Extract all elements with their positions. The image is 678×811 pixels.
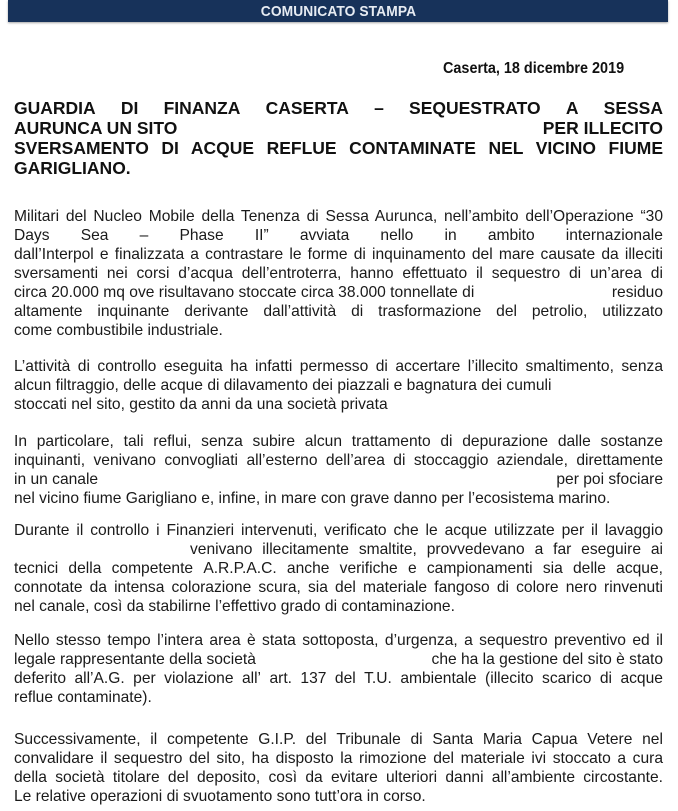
text-segment: Days (14, 227, 50, 244)
text-segment: sostanze (600, 433, 663, 450)
text-segment: internazionale (565, 227, 663, 244)
text-segment: FINANZA (163, 98, 241, 118)
text-segment: – (374, 98, 384, 118)
text-segment: come combustibile industriale. (14, 322, 223, 339)
paragraph-line (14, 749, 663, 768)
text-segment: del (305, 731, 327, 748)
text-segment: depurazione (462, 433, 549, 450)
text-segment: nel vicino fiume Garigliano e, infine, in mare con grave danno per l’ecosistema marino. (14, 490, 611, 507)
text-segment: SEQUESTRATO (409, 98, 541, 118)
paragraph-line (14, 376, 663, 395)
text-segment: inquinanti, venivano convogliati all’esterno dell’area di stoccaggio aziendale, direttamente (14, 452, 663, 469)
paragraph-line (14, 357, 663, 376)
text-segment: effettuato (402, 265, 468, 282)
text-segment: il (475, 265, 483, 282)
text-segment: Militari del Nucleo Mobile della Tenenza di Sessa Aurunca, nell’ambito dell’Operazione “30 (14, 208, 663, 225)
text-segment: Santa (432, 731, 474, 748)
text-segment: GARIGLIANO. (14, 158, 131, 178)
text-segment: CASERTA (265, 98, 349, 118)
text-segment: il (150, 731, 158, 748)
text-segment: Sea (80, 227, 109, 244)
paragraph-line (14, 650, 663, 669)
text-segment: SESSA (603, 98, 663, 118)
paragraph-line (14, 451, 663, 470)
text-segment: a (534, 541, 544, 558)
text-segment: Maria (482, 731, 522, 748)
paragraph-line (14, 597, 663, 616)
paragraph-line (14, 521, 663, 540)
text-segment: acque, (616, 560, 663, 577)
text-segment: del (334, 670, 356, 687)
text-segment: competente (166, 731, 249, 748)
text-segment: petrolio, (531, 303, 588, 320)
text-segment: Phase (179, 227, 224, 244)
text-segment: utilizzato (602, 303, 663, 320)
text-segment: in (444, 227, 457, 244)
text-segment: 137 (300, 670, 327, 687)
text-segment: di (351, 303, 364, 320)
paragraph-line (14, 489, 663, 508)
text-segment: verifiche (339, 560, 398, 577)
paragraph-line (14, 207, 663, 226)
text-segment: all’ (241, 670, 262, 687)
text-segment: per poi sfociare (556, 471, 663, 488)
paragraph-line (14, 768, 663, 787)
paragraph-line (190, 540, 663, 559)
text-segment: dell’entroterra, (241, 265, 342, 282)
text-segment: che ha la gestione del sito è stato (431, 651, 663, 668)
text-segment: subire (252, 433, 296, 450)
press-release-banner (8, 0, 668, 22)
text-segment: dall’attività (263, 303, 337, 320)
text-segment: legale rappresentante della società (14, 651, 256, 668)
text-segment: inquinante (97, 303, 170, 320)
text-segment: trasformazione (378, 303, 482, 320)
text-segment: G.I.P. (258, 731, 297, 748)
title-line (14, 138, 663, 158)
text-segment: violazione (164, 670, 234, 687)
text-segment: ambito (487, 227, 535, 244)
text-segment: II” (254, 227, 269, 244)
text-segment: illecitamente (262, 541, 349, 558)
text-segment: di (440, 433, 453, 450)
title-line (14, 98, 663, 118)
text-segment: stoccati nel sito, gestito da anni da una società privata (14, 396, 388, 413)
text-segment: Le relative operazioni di svuotamento sono tutt’ora in corso. (14, 788, 426, 805)
text-segment: alcun (304, 433, 343, 450)
paragraph-line (14, 559, 663, 578)
text-segment: altamente (14, 303, 83, 320)
paragraph-line (14, 787, 663, 806)
text-segment: derivante (184, 303, 249, 320)
text-segment: sia (542, 560, 563, 577)
text-segment: acque (620, 670, 663, 687)
text-segment: AURUNCA UN SITO (14, 118, 178, 138)
text-segment: deferito (14, 670, 67, 687)
text-segment: avviata (299, 227, 350, 244)
paragraph-line (14, 470, 663, 489)
paragraph-line (14, 395, 663, 414)
paragraph-line (14, 432, 663, 451)
text-segment: SVERSAMENTO DI ACQUE REFLUE CONTAMINATE NEL VICINO FIUME (14, 138, 663, 158)
text-segment: Capua (531, 731, 578, 748)
paragraph-line (14, 264, 663, 283)
text-segment: di (568, 265, 582, 282)
text-segment: convalidare il sequestro del sito, ha disposto la rimozione del materiale ivi stoccato a cura (14, 750, 663, 767)
text-segment: – (139, 227, 149, 244)
paragraph-line (14, 688, 663, 707)
text-segment: nel (642, 731, 663, 748)
banner-title: COMUNICATO STAMPA (260, 2, 416, 20)
paragraph-line (14, 302, 663, 321)
text-segment: senza (201, 433, 243, 450)
text-segment: nello (380, 227, 414, 244)
text-segment: reflue contaminate). (14, 689, 152, 706)
text-segment: art. (269, 670, 292, 687)
text-segment: del (496, 303, 517, 320)
text-segment: della società titolare del deposito, così da evitare ulteriori danni all’ambiente circostante. (14, 769, 663, 786)
text-segment: scarico (542, 670, 592, 687)
text-segment: A (565, 98, 579, 118)
paragraph-line (14, 321, 663, 340)
text-segment: connotate da intensa colorazione scura, sia del materiale fangoso di colore nero rinvenuti (14, 579, 663, 596)
text-segment: Successivamente, (14, 731, 141, 748)
text-segment: nel canale, così da stabilirne l’effettivo grado di contaminazione. (14, 598, 455, 615)
paragraph-line (14, 669, 663, 688)
text-segment: e (407, 560, 417, 577)
text-segment: sequestro (491, 265, 561, 282)
text-segment: dalle (557, 433, 591, 450)
paragraph-line (14, 578, 663, 597)
paragraph-line (14, 283, 663, 302)
text-segment: particolare, (36, 433, 114, 450)
text-segment: L’attività di controllo eseguita ha infatti permesso di accertare l’illecito smaltimento, senza (14, 358, 663, 375)
text-segment: tali (123, 433, 144, 450)
text-segment: circa 20.000 mq ove risultavano stoccate circa 38.000 tonnellate di (14, 284, 475, 301)
text-segment: di (599, 670, 612, 687)
text-segment: delle (572, 560, 606, 577)
text-segment: A.R.P.A.C. (203, 560, 277, 577)
text-segment: eseguire (581, 541, 641, 558)
title-line (14, 158, 663, 178)
text-segment: tecnici (14, 560, 59, 577)
text-segment: di (650, 265, 663, 282)
text-segment: hanno (350, 265, 394, 282)
text-segment: d’acqua (178, 265, 233, 282)
text-segment: un’area (589, 265, 642, 282)
text-segment: Durante il controllo i Finanzieri intervenuti, verificato che le acque utilizzate per il lavaggio (14, 522, 663, 539)
text-segment: venivano (190, 541, 253, 558)
text-segment: campionamenti (426, 560, 533, 577)
paragraph-line (14, 226, 663, 245)
text-segment: corsi (136, 265, 170, 282)
text-segment: anche (286, 560, 330, 577)
text-segment: T.U. (364, 670, 392, 687)
text-segment: competente (111, 560, 194, 577)
paragraph-line (14, 631, 663, 650)
text-segment: reflui, (153, 433, 192, 450)
text-segment: (illecito (485, 670, 534, 687)
text-segment: Nello stesso tempo l’intera area è stata sottoposta, d’urgenza, a sequestro preventivo ed il (14, 632, 663, 649)
text-segment: ai (650, 541, 663, 558)
text-segment: provvedevano (426, 541, 525, 558)
text-segment: in un canale (14, 471, 99, 488)
text-segment: DI (120, 98, 139, 118)
date-line: Caserta, 18 dicembre 2019 (443, 60, 625, 77)
text-segment: PER ILLECITO (542, 118, 663, 138)
text-segment: GUARDIA (14, 98, 96, 118)
text-segment: sversamenti (14, 265, 99, 282)
text-segment: della (68, 560, 102, 577)
text-segment: dall’Interpol e finalizzata a contrastare le forme di inquinamento del mare causate da illeciti (14, 246, 663, 263)
text-segment: ambientale (400, 670, 477, 687)
paragraph-line (14, 730, 663, 749)
text-segment: all’A.G. (74, 670, 125, 687)
text-segment: trattamento (351, 433, 431, 450)
text-segment: Tribunale (336, 731, 401, 748)
text-segment: In (14, 433, 28, 450)
paragraph-line (14, 245, 663, 264)
text-segment: far (553, 541, 572, 558)
text-segment: nei (106, 265, 128, 282)
text-segment: residuo (611, 284, 663, 301)
text-segment: Vetere (587, 731, 633, 748)
text-segment: alcun filtraggio, delle acque di dilavamento dei piazzali e bagnatura dei cumuli (14, 377, 552, 394)
text-segment: di (410, 731, 423, 748)
text-segment: smaltite, (358, 541, 417, 558)
text-segment: per (133, 670, 156, 687)
title-line (14, 118, 663, 138)
